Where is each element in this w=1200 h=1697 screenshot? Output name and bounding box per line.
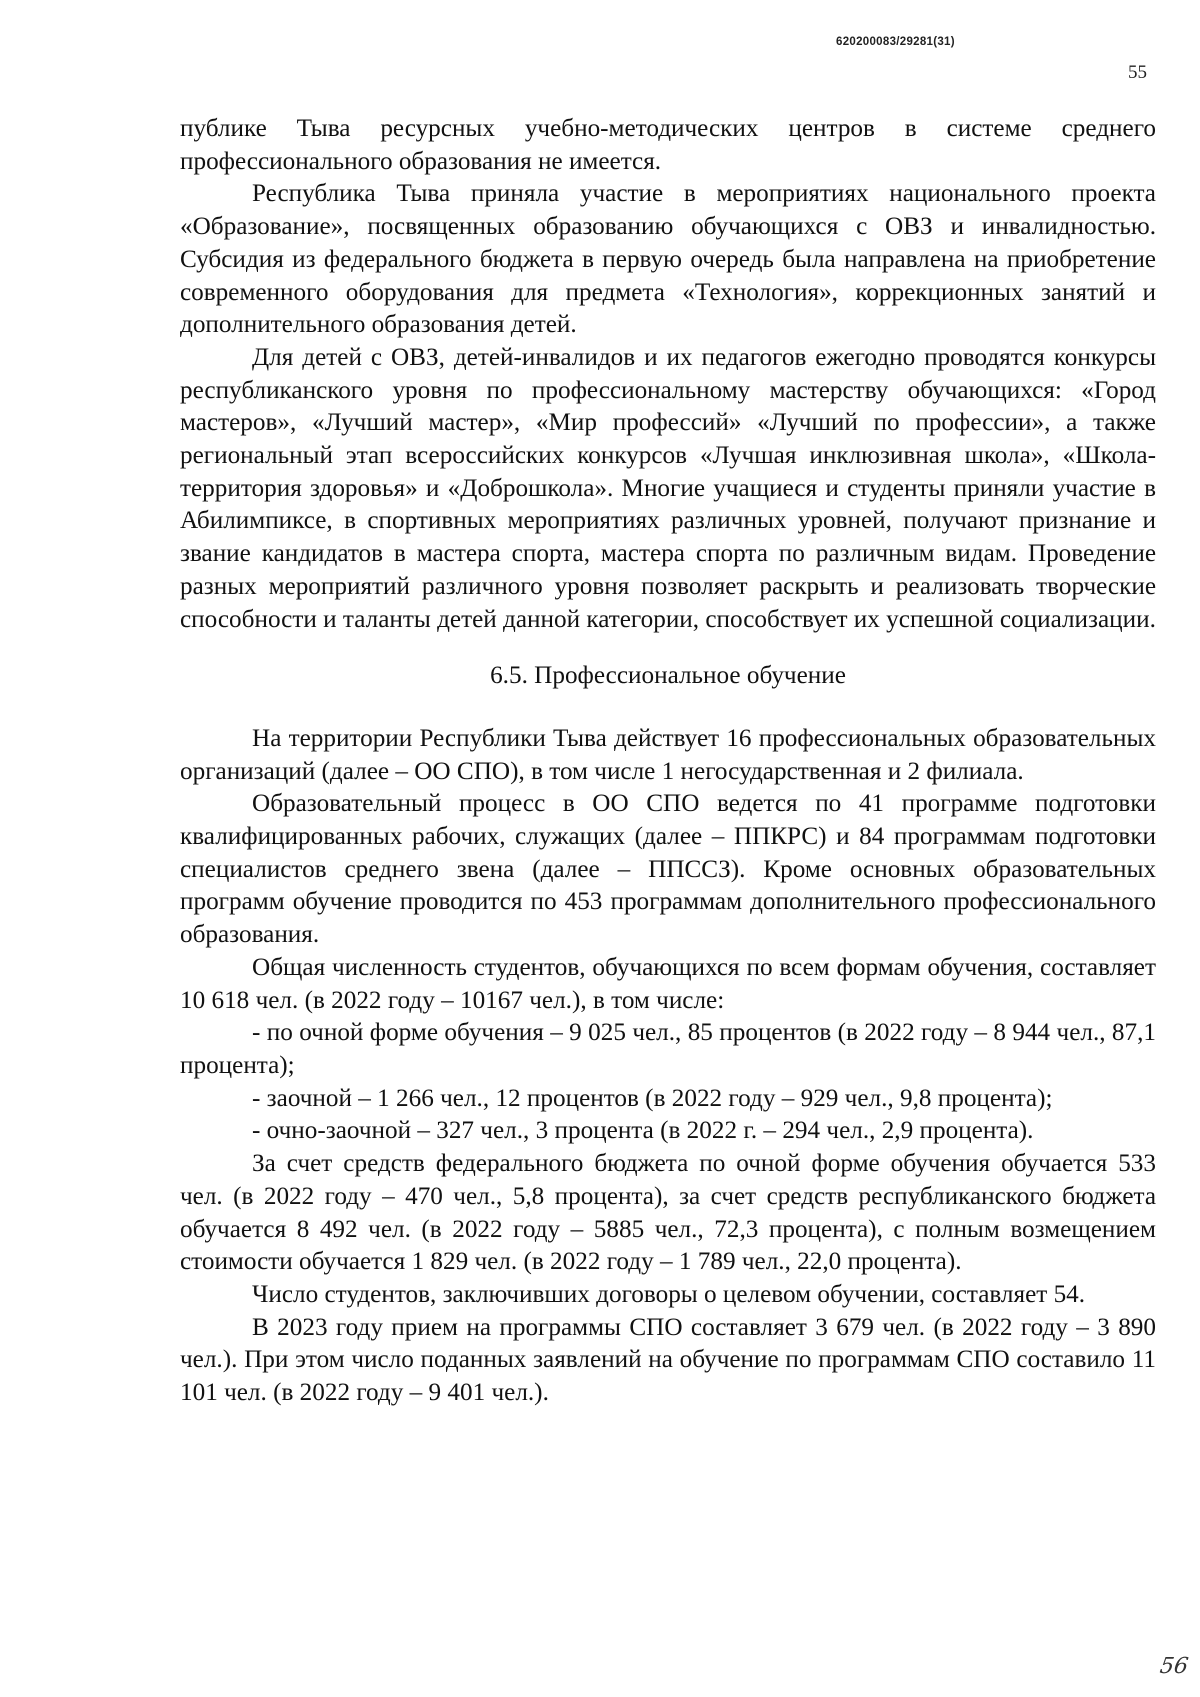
paragraph: Число студентов, заключивших договоры о целевом обучении, составляет 54. [252, 1280, 1086, 1308]
paragraph: Образовательный процесс в ОО СПО ведется по 41 программе подготовки квалифицированных рабочих, служащих (далее – ППКРС) и 84 программам подготовки специалистов среднего звена (далее – ППССЗ). Кроме основных образовательных программ обучение проводится по 453 программам дополнительного профессионального образования. [180, 790, 1156, 949]
paragraph: На территории Республики Тыва действует 16 профессиональных образовательных организаций (далее – ОО СПО), в том числе 1 негосударственная и 2 филиала. [180, 724, 1156, 785]
paragraph-continuation: публике Тыва ресурсных учебно-методических центров в системе среднего профессионального образования не имеется. [180, 115, 1156, 175]
paragraph: Общая численность студентов, обучающихся по всем формам обучения, составляет 10 618 чел. (в 2022 году – 10167 чел.), в том числе: [180, 953, 1156, 1014]
handwritten-page-number: 56 [1158, 1654, 1190, 1679]
paragraph: В 2023 году прием на программы СПО составляет 3 679 чел. (в 2022 году – 3 890 чел.). При этом число поданных заявлений на обучение по программам СПО составило 11 101 чел. (в 2022 году – 9 401 чел.). [180, 1313, 1156, 1407]
section-heading: 6.5. Профессиональное обучение [490, 662, 846, 690]
page-number: 55 [1128, 62, 1147, 83]
list-item: - заочной – 1 266 чел., 12 процентов (в 2022 году – 929 чел., 9,8 процента); [252, 1084, 1053, 1112]
paragraph: Республика Тыва приняла участие в мероприятиях национального проекта «Образование», посвященных образованию обучающихся с ОВЗ и инвалидностью. Субсидия из федерального бюджета в первую очередь была направлена на приобретение современного оборудования для предмета «Технология», коррекционных занятий и дополнительного образования детей. [180, 180, 1156, 339]
paragraph: Для детей с ОВЗ, детей-инвалидов и их педагогов ежегодно проводятся конкурсы республиканского уровня по профессиональному мастерству обучающихся: «Город мастеров», «Лучший мастер», «Мир профессий» «Лучший по профессии», а также региональный этап всероссийских конкурсов «Лучшая инклюзивная школа», «Школа-территория здоровья» и «Доброшкола». Многие учащиеся и студенты приняли участие в Абилимпиксе, в спортивных мероприятиях различных уровней, получают признание и звание кандидатов в мастера спорта, мастера спорта по различным видам. Проведение разных мероприятий различного уровня позволяет раскрыть и реализовать творческие способности и таланты детей данной категории, способствует их успешной социализации. [180, 343, 1156, 633]
list-item: - очно-заочной – 327 чел., 3 процента (в 2022 г. – 294 чел., 2,9 процента). [252, 1117, 1034, 1145]
paragraph: За счет средств федерального бюджета по очной форме обучения обучается 533 чел. (в 2022 году – 470 чел., 5,8 процента), за счет средств республиканского бюджета обучается 8 492 чел. (в 2022 году – 5885 чел., 72,3 процента), с полным возмещением стоимости обучается 1 829 чел. (в 2022 году – 1 789 чел., 22,0 процента). [180, 1150, 1156, 1276]
list-item: - по очной форме обучения – 9 025 чел., 85 процентов (в 2022 году – 8 944 чел., 87,1 процента); [180, 1019, 1156, 1079]
text-body [180, 113, 1156, 1410]
document-code: 620200083/29281(31) [836, 36, 955, 48]
